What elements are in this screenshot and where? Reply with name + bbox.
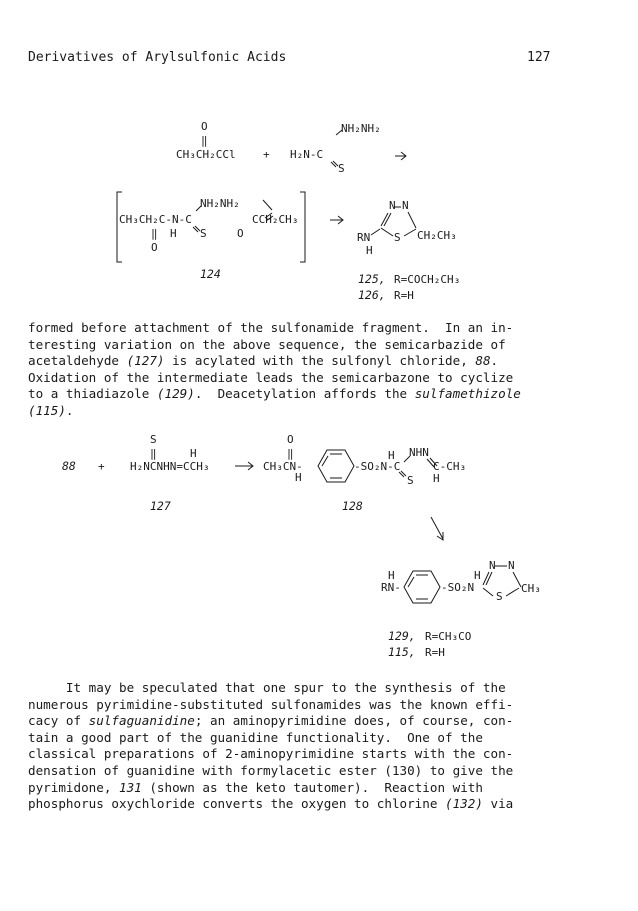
drug-name: sulfamethizole	[414, 386, 521, 402]
thiadiazole-sulfonamide-product	[381, 559, 541, 603]
compound-label-125: 125,	[358, 272, 386, 286]
ring-bond	[513, 572, 521, 587]
thione-sulfur: S	[338, 162, 345, 175]
body-paragraph-1	[28, 320, 608, 420]
compound-115-definition: R=H	[425, 646, 445, 659]
double-bond-mark: ‖	[150, 447, 157, 460]
bond-line	[371, 229, 380, 235]
methyl-group: CH₃	[521, 582, 541, 595]
left-carbonyl-oxygen: O	[151, 241, 158, 254]
compound-ref: (132)	[445, 796, 483, 812]
hydrazinyl-group: NH₂NH₂	[341, 122, 381, 135]
double-bond-mark: ‖	[151, 227, 158, 240]
compound-ref: 131	[119, 779, 142, 795]
ring-bond	[404, 229, 416, 236]
ring-nitrogen: N	[489, 559, 496, 572]
right-fragment: CCH₂CH₃	[252, 213, 299, 226]
text-line: densation of guanidine with formylacetic ester (130) to give the	[28, 762, 514, 778]
thione-sulfur: S	[407, 474, 414, 487]
compound-129-definition: R=CH₃CO	[425, 630, 472, 643]
sulfonamide-link: -SO₂N	[441, 581, 475, 594]
hydrazone-group: NHN	[409, 446, 429, 459]
text-line: formed before attachment of the sulfonamide fragment. In an in-	[28, 320, 514, 335]
amino-carbon: H₂N-C	[290, 148, 324, 161]
text-line: cacy of sulfaguanidine; an aminopyrimidine does, of course, con-	[28, 713, 514, 729]
imine-hydrogen: H	[433, 472, 440, 485]
right-carbonyl-oxygen: O	[237, 227, 244, 240]
plus-sign: +	[263, 148, 270, 161]
text-line: It may be speculated that one spur to the synthesis of the	[28, 680, 506, 695]
ring-nitrogen: N	[402, 199, 409, 212]
ring-sulfur: S	[394, 231, 401, 244]
text-line: acetaldehyde (127) is acylated with the sulfonyl chloride, 88.	[28, 353, 499, 369]
ring-bond	[483, 588, 493, 596]
propionyl-chloride	[176, 120, 236, 161]
propionyl-chloride-formula: CH₃CH₂CCl	[176, 148, 236, 161]
text-line: classical preparations of 2-aminopyrimidine starts with the con-	[28, 746, 514, 762]
running-header-title: Derivatives of Arylsulfonic Acids	[28, 50, 287, 65]
carbonyl-oxygen: O	[201, 120, 208, 133]
nh-hydrogen: H	[190, 447, 197, 460]
drug-name: sulfaguanidine	[88, 713, 195, 729]
ring-nitrogen: N	[508, 559, 515, 572]
thiadiazole-product	[357, 199, 457, 257]
acylated-semicarbazone-128	[263, 433, 466, 487]
methyl-carbon: C-CH₃	[433, 460, 467, 473]
compound-125-definition: R=COCH₂CH₃	[394, 273, 461, 286]
compound-label-127: 127	[150, 499, 171, 513]
amine-hydrogen: H	[366, 244, 373, 257]
ring-nitrogen: N	[389, 199, 396, 212]
compound-label-126: 126,	[358, 288, 386, 302]
text-line: (115).	[28, 402, 74, 418]
text-line: teresting variation on the above sequence, the semicarbazide of	[28, 336, 506, 352]
acylated-intermediate	[119, 197, 298, 254]
amide-hydrogen: H	[170, 227, 177, 240]
body-paragraph-2	[28, 680, 608, 813]
text-line: to a thiadiazole (129). Deacetylation affords the sulfamethizole	[28, 386, 521, 402]
ethyl-group: CH₂CH₃	[417, 229, 457, 242]
semicarbazide-reagent	[130, 433, 209, 473]
substituted-amine: RN	[357, 231, 371, 244]
ring-bond	[486, 572, 492, 585]
acetamido-group: CH₃CN-	[263, 460, 303, 473]
amine-hydrogen: H	[388, 569, 395, 582]
text-line: pyrimidone, 131 (shown as the keto tautomer). Reaction with	[28, 779, 483, 795]
ring-bond	[381, 228, 393, 236]
compound-ref: (115)	[28, 402, 66, 418]
ring-bond	[408, 212, 416, 228]
semicarbazone-formula: H₂NCNHN=CCH₃	[130, 460, 210, 473]
reaction-arrow-4	[431, 517, 443, 540]
thione-sulfur: S	[150, 433, 157, 446]
plus-sign: +	[98, 460, 105, 473]
benzene-ring	[318, 450, 354, 482]
ring-bond	[506, 588, 519, 596]
benzene-ring	[404, 571, 440, 603]
ring-bond	[483, 572, 489, 585]
substituted-amine: RN-	[381, 581, 401, 594]
reaction-arrow-2	[330, 216, 343, 224]
bond-line	[263, 200, 272, 210]
reaction-arrow-3	[235, 462, 253, 470]
double-bond-mark: ‖	[201, 134, 208, 147]
thione-sulfur: S	[200, 227, 207, 240]
compound-label-129: 129,	[388, 629, 416, 643]
thiosemicarbazide	[290, 122, 381, 175]
compound-126-definition: R=H	[394, 289, 414, 302]
page-number: 127	[527, 50, 551, 65]
compound-ref: (129)	[156, 386, 195, 402]
acetyl-oxygen: O	[287, 433, 294, 446]
compound-label-115: 115,	[388, 645, 416, 659]
compound-ref-88: 88	[62, 459, 76, 473]
text-line: numerous pyrimidine-substituted sulfonamides was the known effi-	[28, 696, 514, 712]
text-line: Oxidation of the intermediate leads the semicarbazone to cyclize	[28, 369, 514, 385]
text-line: tain a good part of the guanidine functionality. One of the	[28, 729, 483, 745]
sulfonamide-hydrogen: H	[474, 569, 481, 582]
compound-label-124: 124	[200, 267, 221, 281]
reaction-arrow-1	[395, 152, 406, 160]
compound-label-128: 128	[342, 499, 363, 513]
text-line: phosphorus oxychloride converts the oxygen to chlorine (132) via	[28, 796, 514, 812]
compound-ref: 88	[475, 353, 491, 369]
sulfonamide-link: -SO₂N-C	[354, 460, 401, 473]
sulfonamide-hydrogen: H	[388, 449, 395, 462]
hydrazine-bridge: NH₂NH₂	[200, 197, 240, 210]
compound-ref: (127)	[126, 353, 165, 369]
double-bond-mark: ‖	[287, 447, 294, 460]
left-fragment: CH₃CH₂C-N-C	[119, 213, 192, 226]
amide-hydrogen: H	[295, 471, 302, 484]
ring-sulfur: S	[496, 590, 503, 603]
